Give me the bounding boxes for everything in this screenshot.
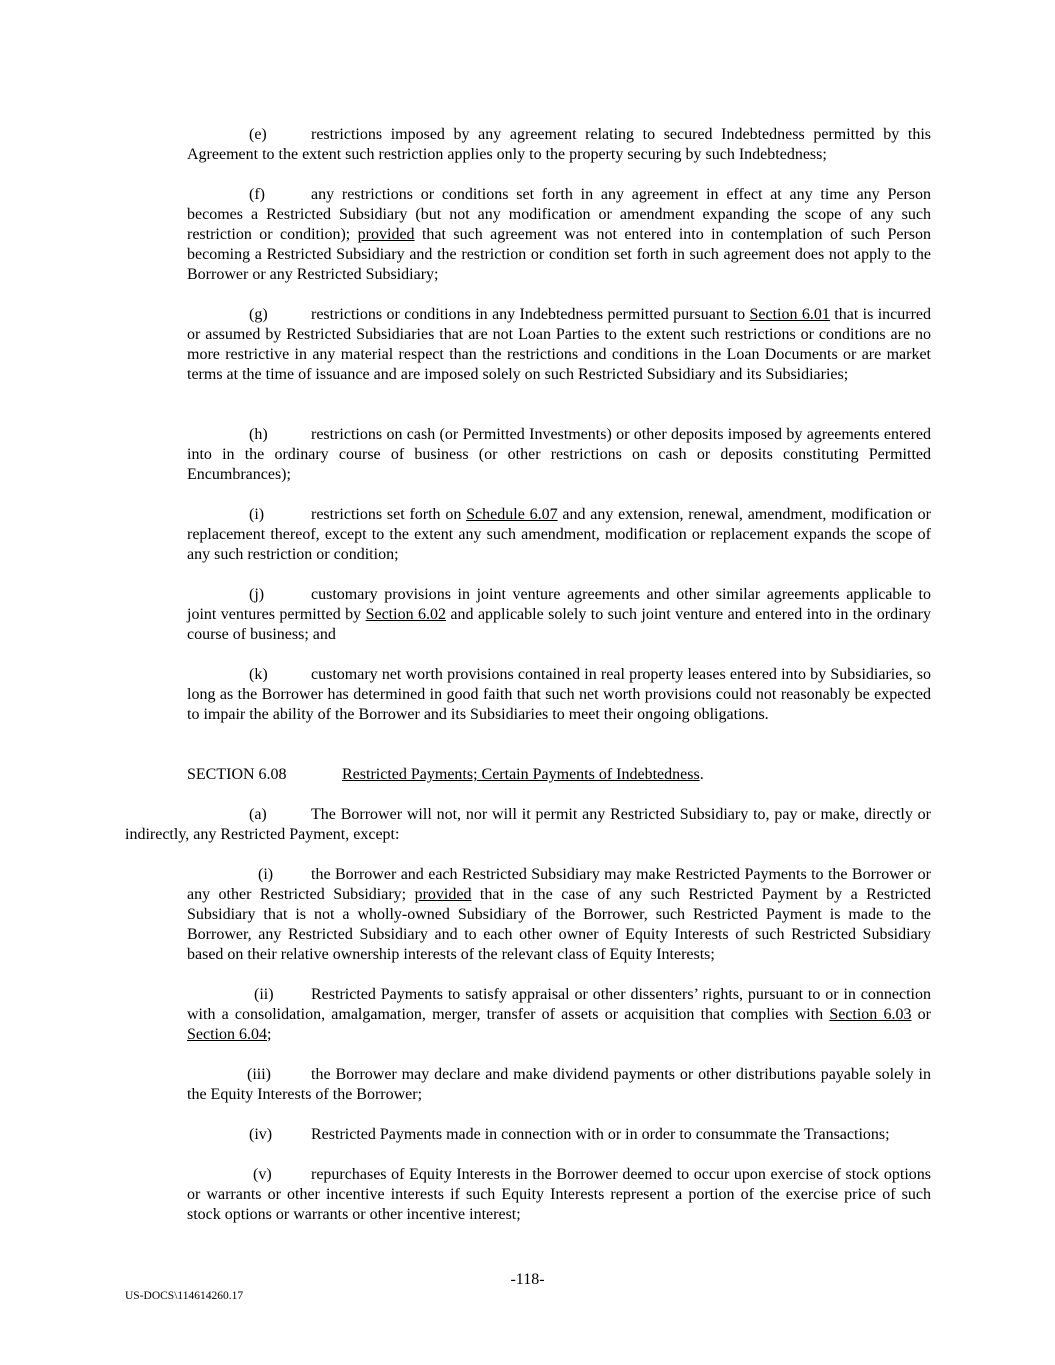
item-ii-end: ; xyxy=(267,1026,272,1043)
item-i-provided: provided xyxy=(414,886,472,903)
clause-g-label: (g) xyxy=(249,306,268,323)
page-number: -118- xyxy=(510,1271,545,1288)
clause-f-text: any restrictions or conditions set forth in any agreement in effect at any time any Person becomes a Restricted Subsidiary (but not any modification or amendment expanding the scope of any such restriction or condition); xyxy=(187,186,931,243)
item-v xyxy=(187,1165,931,1225)
item-ii xyxy=(187,985,931,1045)
clause-f-provided: provided xyxy=(357,226,415,243)
clause-i-text: restrictions set forth on xyxy=(311,506,467,523)
clause-h-text: restrictions on cash (or Permitted Investments) or other deposits imposed by agreements entered into in the ordinary course of business (or other restrictions on cash or deposits constituting Permitted Encumbrances); xyxy=(187,426,931,483)
item-iv xyxy=(187,1125,931,1145)
clause-i-text-cont: and any extension, renewal, amendment, modification or replacement thereof, except to the extent any such amendment, modification or replacement expands the scope of any such restriction or condition; xyxy=(187,506,932,563)
clause-h-label: (h) xyxy=(249,426,268,443)
clause-j xyxy=(187,585,931,645)
item-ii-label: (ii) xyxy=(254,986,274,1003)
subsection-a-label: (a) xyxy=(249,806,267,823)
subsection-a xyxy=(125,805,931,845)
document-id: US-DOCS\114614260.17 xyxy=(125,1290,244,1302)
item-iv-label: (iv) xyxy=(249,1126,273,1143)
item-i-label: (i) xyxy=(258,866,274,883)
clause-k-text: customary net worth provisions contained in real property leases entered into by Subsidiaries, so long as the Borrower has determined in good faith that such net worth provisions could not reasonably be expected to impair the ability of the Borrower and its Subsidiaries to meet their ongoing obligations. xyxy=(187,666,931,723)
item-iii-label: (iii) xyxy=(247,1066,271,1083)
clause-j-text: customary provisions in joint venture agreements and other similar agreements applicable to joint ventures permitted by xyxy=(187,586,931,623)
item-iii-text: the Borrower may declare and make dividend payments or other distributions payable solely in the Equity Interests of the Borrower; xyxy=(187,1066,931,1103)
subsection-a-text: The Borrower will not, nor will it permit any Restricted Subsidiary to, pay or make, directly or indirectly, any Restricted Payment, except: xyxy=(125,806,931,843)
clause-e-label: (e) xyxy=(249,126,267,143)
item-ii-section-ref-1: Section 6.03 xyxy=(829,1006,912,1023)
clause-k xyxy=(187,665,931,725)
clause-g xyxy=(187,305,931,385)
item-ii-text: Restricted Payments to satisfy appraisal or other dissenters’ rights, pursuant to or in connection with a consolidation, amalgamation, merger, transfer of assets or acquisition that complies with xyxy=(187,986,931,1023)
item-iv-text: Restricted Payments made in connection with or in order to consummate the Transactions; xyxy=(311,1126,890,1143)
section-number: SECTION 6.08 xyxy=(187,766,287,783)
item-i xyxy=(187,865,931,965)
clause-i-label: (i) xyxy=(249,506,265,523)
section-heading xyxy=(187,765,931,785)
clause-f-label: (f) xyxy=(249,186,265,203)
clause-g-section-ref: Section 6.01 xyxy=(749,306,830,323)
clause-f xyxy=(187,185,931,285)
item-i-text-cont: that in the case of any such Restricted Payment by a Restricted Subsidiary that is not a wholly-owned Subsidiary of the Borrower, such Restricted Payment is made to the Borrower, any Restricted Subsidiary and to each other owner of Equity Interests of such Restricted Subsidiary based on their relative ownership interests of the relevant class of Equity Interests; xyxy=(187,886,931,963)
clause-e xyxy=(187,125,931,165)
item-ii-section-ref-2: Section 6.04 xyxy=(187,1026,267,1043)
item-i-text: the Borrower and each Restricted Subsidiary may make Restricted Payments to the Borrower or any other Restricted Subsidiary; xyxy=(187,866,931,903)
clause-j-section-ref: Section 6.02 xyxy=(365,606,446,623)
clause-i-schedule-ref: Schedule 6.07 xyxy=(466,506,558,523)
item-v-label: (v) xyxy=(253,1166,272,1183)
section-title-period: . xyxy=(699,766,704,783)
clause-g-text-cont: that is incurred or assumed by Restricted Subsidiaries that are not Loan Parties to the extent such restrictions or conditions are no more restrictive in any material respect than the restrictions and conditions in the Loan Documents or are market terms at the time of issuance and are imposed solely on such Restricted Subsidiary and its Subsidiaries; xyxy=(187,306,932,383)
clause-j-label: (j) xyxy=(249,586,265,603)
item-v-text: repurchases of Equity Interests in the Borrower deemed to occur upon exercise of stock options or warrants or other incentive interests if such Equity Interests represent a portion of the exercise price of such stock options or warrants or other incentive interest; xyxy=(187,1166,931,1223)
clause-e-text: restrictions imposed by any agreement relating to secured Indebtedness permitted by this Agreement to the extent such restriction applies only to the property securing by such Indebtedness; xyxy=(187,126,931,163)
item-ii-or: or xyxy=(911,1006,931,1023)
section-title: Restricted Payments; Certain Payments of Indebtedness xyxy=(342,766,700,783)
item-iii xyxy=(187,1065,931,1105)
clause-f-text-cont: that such agreement was not entered into in contemplation of such Person becoming a Restricted Subsidiary and the restriction or condition set forth in such agreement does not apply to the Borrower or any Restricted Subsidiary; xyxy=(187,226,932,283)
clause-j-text-cont: and applicable solely to such joint venture and entered into in the ordinary course of business; and xyxy=(187,606,931,643)
clause-g-text: restrictions or conditions in any Indebtedness permitted pursuant to xyxy=(311,306,750,323)
clause-h xyxy=(187,425,931,485)
clause-i xyxy=(187,505,931,565)
clause-k-label: (k) xyxy=(249,666,268,683)
